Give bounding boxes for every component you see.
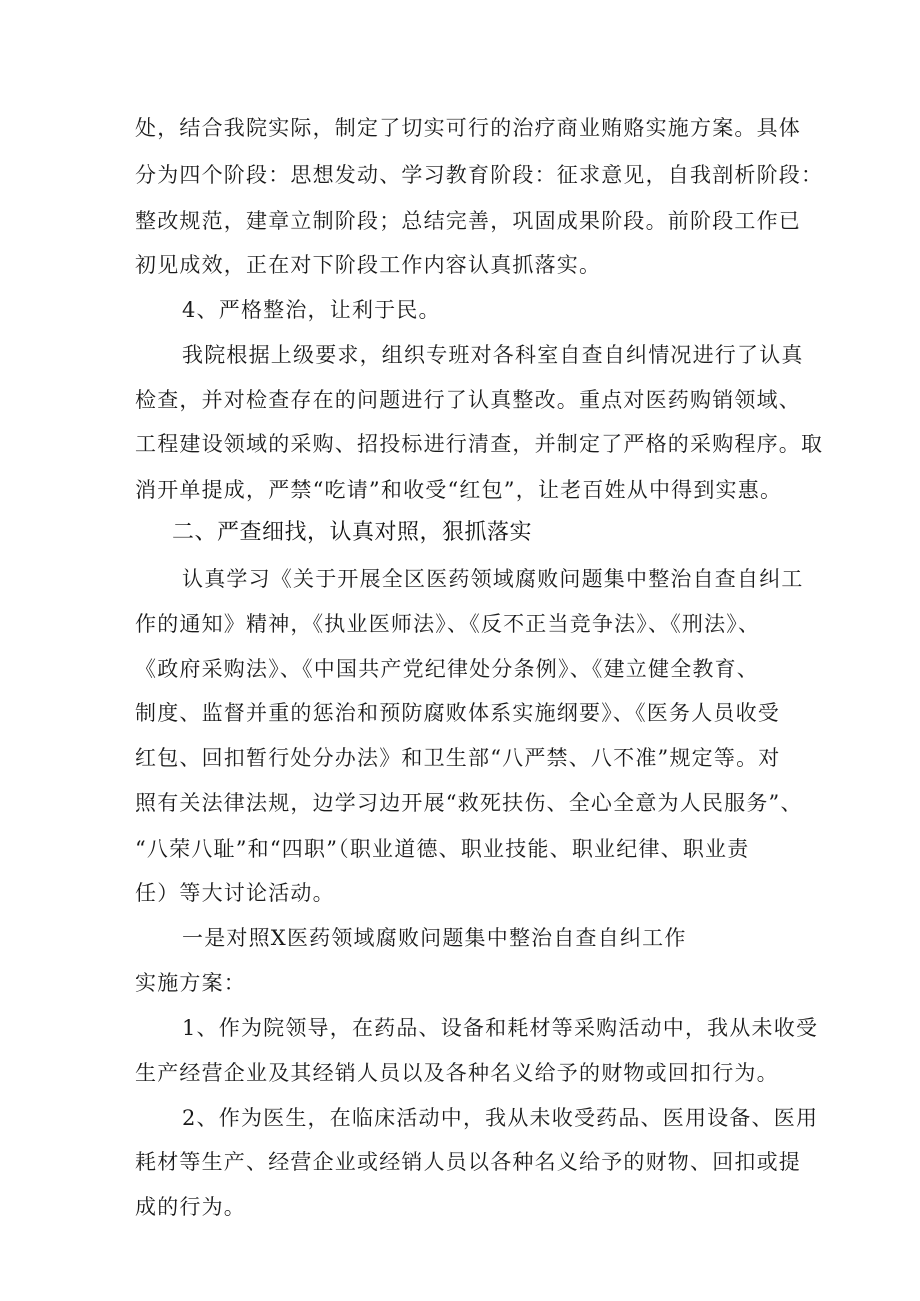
body-line-12: 作的通知》精神，《执业医师法》、《反不正当竞争法》、《刑法》、 [135, 612, 761, 636]
list-item-2: 2、作为医生，在临床活动中，我从未收受药品、医用设备、医用 [182, 1106, 819, 1130]
section-item-4: 4、严格整治，让利于民。 [182, 298, 441, 322]
body-line-7: 检查，并对检查存在的问题进行了认真整改。重点对医药购销领域、 [135, 388, 801, 412]
list-item-1: 1、作为院领导，在药品、设备和耗材等采购活动中，我从未收受 [182, 1016, 819, 1040]
body-line-9: 消开单提成，严禁“吃请”和收受“红包”，让老百姓从中得到实惠。 [135, 478, 783, 502]
body-line-4: 初见成效，正在对下阶段工作内容认真抓落实。 [135, 253, 602, 277]
body-line-17: “八荣八耻”和“四职”（职业道德、职业技能、职业纪律、职业责 [135, 837, 750, 861]
body-line-20: 实施方案： [135, 971, 246, 995]
body-line-6: 我院根据上级要求，组织专班对各科室自查自纠情况进行了认真 [182, 343, 804, 367]
body-line-15: 红包、回扣暂行处分办法》和卫生部“八严禁、八不准”规定等。对 [135, 746, 781, 770]
body-line-24: 耗材等生产、经营企业或经销人员以各种名义给予的财物、回扣或提 [135, 1150, 801, 1174]
body-line-11: 认真学习《关于开展全区医药领域腐败问题集中整治自查自纠工 [182, 567, 804, 591]
body-line-16: 照有关法律法规，边学习边开展“救死扶伤、全心全意为人民服务”、 [135, 791, 803, 815]
body-line-1: 处，结合我院实际，制定了切实可行的治疗商业贿赂实施方案。具体 [135, 116, 801, 140]
subheading-line: 一是对照X医药领域腐败问题集中整治自查自纠工作 [182, 926, 687, 950]
body-line-2: 分为四个阶段：思想发动、学习教育阶段：征求意见，自我剖析阶段： [135, 163, 824, 187]
body-line-14: 制度、监督并重的惩治和预防腐败体系实施纲要》、《医务人员收受 [135, 701, 780, 725]
body-line-3: 整改规范，建章立制阶段；总结完善，巩固成果阶段。前阶段工作已 [135, 209, 801, 233]
body-line-13: 《政府采购法》、《中国共产党纪律处分条例》、《建立健全教育、 [135, 657, 759, 681]
section-heading-2: 二、严查细找，认真对照，狠抓落实 [172, 520, 533, 545]
body-line-22: 生产经营企业及其经销人员以及各种名义给予的财物或回扣行为。 [135, 1061, 779, 1085]
body-line-18: 任）等大讨论活动。 [135, 881, 335, 905]
body-line-25: 成的行为。 [135, 1195, 246, 1219]
body-line-8: 工程建设领域的采购、招投标进行清查，并制定了严格的采购程序。取 [135, 432, 824, 456]
